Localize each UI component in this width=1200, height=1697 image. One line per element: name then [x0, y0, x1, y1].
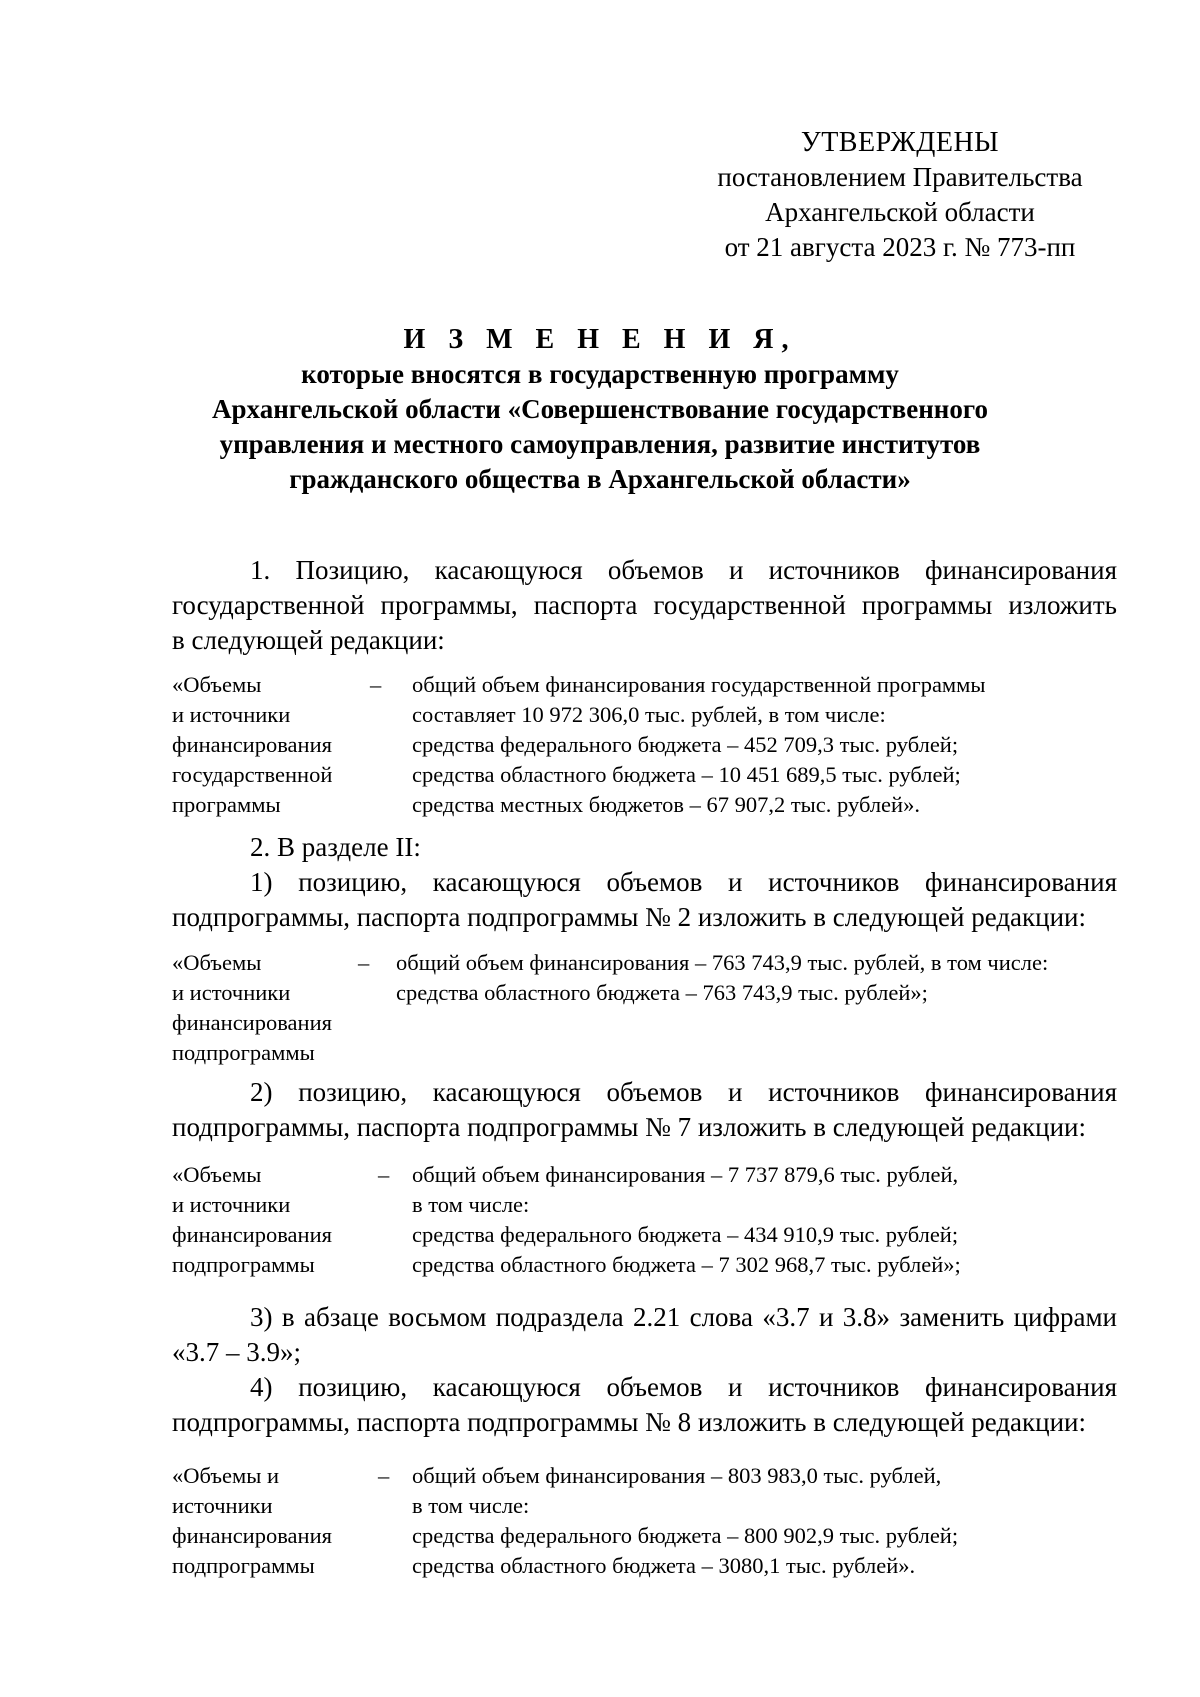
label-line: источники [172, 1493, 273, 1518]
item-2-1-financing-table [172, 948, 1132, 1068]
item-2-3-paragraph [172, 1300, 1117, 1370]
item-1-paragraph [172, 553, 1117, 658]
label-line: программы [172, 792, 281, 817]
label-line: государственной [172, 762, 333, 787]
value-line: общий объем финансирования – 7 737 879,6 тыс. рублей, [412, 1162, 959, 1187]
approval-line: от 21 августа 2023 г. № 773-пп [724, 232, 1076, 262]
value-line: средства федерального бюджета – 452 709,3 тыс. рублей; [412, 732, 959, 757]
item-2-paragraph [172, 830, 1117, 935]
label-line: финансирования [172, 732, 332, 757]
table-values [412, 1461, 958, 1581]
label-line: и источники [172, 1192, 291, 1217]
label-line: «Объемы [172, 950, 262, 975]
document-heading [0, 322, 1200, 497]
item-1-financing-table [172, 670, 1132, 820]
label-line: финансирования [172, 1523, 332, 1548]
item-2-2-paragraph [172, 1075, 1117, 1145]
table-values [412, 670, 986, 820]
heading-line: которые вносятся в государственную программу [301, 359, 899, 389]
value-line: в том числе: [412, 1192, 530, 1217]
value-line: средства областного бюджета – 763 743,9 тыс. рублей»; [396, 980, 928, 1005]
table-values [396, 948, 1048, 1008]
table-label [172, 948, 332, 1068]
approval-stamp [690, 125, 1110, 265]
value-line: составляет 10 972 306,0 тыс. рублей, в том числе: [412, 702, 886, 727]
label-line: финансирования [172, 1222, 332, 1247]
label-line: подпрограммы [172, 1040, 315, 1065]
paragraph-line: 2) позицию, касающуюся объемов и источников финансирования [250, 1077, 1117, 1107]
value-line: в том числе: [412, 1493, 530, 1518]
value-line: средства федерального бюджета – 434 910,9 тыс. рублей; [412, 1222, 959, 1247]
label-line: и источники [172, 702, 291, 727]
value-line: средства областного бюджета – 10 451 689,5 тыс. рублей; [412, 762, 961, 787]
label-line: финансирования [172, 1010, 332, 1035]
approval-line: Архангельской области [765, 197, 1035, 227]
paragraph-line: 4) позицию, касающуюся объемов и источников финансирования [250, 1372, 1117, 1402]
value-line: средства областного бюджета – 7 302 968,7 тыс. рублей»; [412, 1252, 961, 1277]
approval-line: постановлением Правительства [717, 162, 1083, 192]
paragraph-line: подпрограммы, паспорта подпрограммы № 7 изложить в следующей редакции: [172, 1112, 1087, 1142]
label-line: «Объемы и [172, 1463, 280, 1488]
label-line: подпрограммы [172, 1553, 315, 1578]
heading-title: И З М Е Н Е Н И Я, [403, 324, 797, 355]
value-line: общий объем финансирования государственной программы [412, 672, 986, 697]
value-line: общий объем финансирования – 803 983,0 тыс. рублей, [412, 1463, 942, 1488]
label-line: «Объемы [172, 672, 262, 697]
paragraph-line: подпрограммы, паспорта подпрограммы № 8 изложить в следующей редакции: [172, 1407, 1087, 1437]
item-2-4-financing-table [172, 1461, 1132, 1581]
paragraph-line: государственной программы, паспорта государственной программы изложить [172, 590, 1117, 620]
paragraph-line: 2. В разделе II: [250, 832, 421, 862]
paragraph-line: подпрограммы, паспорта подпрограммы № 2 изложить в следующей редакции: [172, 902, 1087, 932]
item-2-2-financing-table [172, 1160, 1132, 1280]
value-line: средства областного бюджета – 3080,1 тыс. рублей». [412, 1553, 916, 1578]
heading-line: гражданского общества в Архангельской области» [289, 464, 911, 494]
paragraph-line: 1) позицию, касающуюся объемов и источников финансирования [250, 867, 1117, 897]
paragraph-line: «3.7 – 3.9»; [172, 1337, 302, 1367]
label-line: и источники [172, 980, 291, 1005]
value-line: средства местных бюджетов – 67 907,2 тыс. рублей». [412, 792, 920, 817]
paragraph-line: в следующей редакции: [172, 625, 445, 655]
table-label [172, 670, 332, 820]
label-line: «Объемы [172, 1162, 262, 1187]
table-dash: – [370, 672, 382, 697]
value-line: общий объем финансирования – 763 743,9 тыс. рублей, в том числе: [396, 950, 1049, 975]
table-dash: – [358, 950, 370, 975]
approval-title: УТВЕРЖДЕНЫ [800, 127, 1000, 158]
table-dash: – [378, 1463, 390, 1488]
table-label [172, 1461, 332, 1581]
paragraph-line: 3) в абзаце восьмом подраздела 2.21 слова «3.7 и 3.8» заменить цифрами [250, 1302, 1117, 1332]
paragraph-line: 1. Позицию, касающуюся объемов и источников финансирования [250, 555, 1117, 585]
value-line: средства федерального бюджета – 800 902,9 тыс. рублей; [412, 1523, 959, 1548]
item-2-4-paragraph [172, 1370, 1117, 1440]
heading-line: управления и местного самоуправления, развитие институтов [219, 429, 981, 459]
heading-line: Архангельской области «Совершенствование государственного [212, 394, 988, 424]
table-label [172, 1160, 332, 1280]
table-dash: – [378, 1162, 390, 1187]
label-line: подпрограммы [172, 1252, 315, 1277]
table-values [412, 1160, 961, 1280]
